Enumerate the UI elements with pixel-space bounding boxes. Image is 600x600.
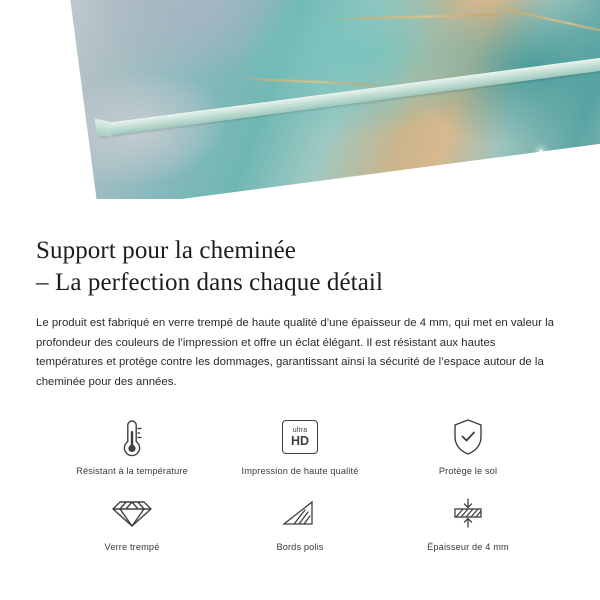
- feature-temperature-resistant: [48, 414, 216, 476]
- headline-line-2: – La perfection dans chaque détail: [36, 268, 383, 296]
- feature-tempered-glass: [48, 490, 216, 552]
- feature-polished-edges: [216, 490, 384, 552]
- sparkle-icon: [524, 150, 558, 184]
- thickness-icon: [447, 490, 489, 536]
- hero-bottom-mask: [0, 199, 600, 215]
- glass-corner: [95, 119, 112, 138]
- shield-check-icon: [450, 414, 486, 460]
- feature-floor-protection: [384, 414, 552, 476]
- hero-product-image: [0, 0, 600, 215]
- gold-vein: [326, 13, 526, 20]
- gold-vein: [480, 3, 600, 44]
- feature-label: Résistant à la température: [76, 466, 188, 477]
- feature-grid: [36, 414, 564, 552]
- badge-bottom-text: HD: [290, 434, 310, 449]
- sparkle-icon: [566, 170, 584, 188]
- ultra-hd-icon: [282, 414, 318, 460]
- feature-label: Protège le sol: [438, 466, 498, 477]
- feature-label: Verre trempé: [104, 542, 160, 553]
- page-title: [36, 235, 564, 298]
- badge-top-text: ultra: [292, 427, 308, 435]
- hero-image-inner: [0, 0, 600, 215]
- thermometer-icon: [117, 414, 147, 460]
- body-paragraph: Le produit est fabriqué en verre trempé de haute qualité d’une épaisseur de 4 mm, qui met en valeur la profondeur des couleurs de l’impression et offre un éclat élégant. Il est résistant aux hautes températures et protège contre les dommages, garantissant ainsi la sécurité de l’espace autour de la cheminée pour des années.: [36, 317, 554, 388]
- headline-line-1: Support pour la cheminée: [36, 237, 296, 264]
- feature-high-quality-print: [216, 414, 384, 476]
- ultra-hd-badge: [282, 420, 318, 454]
- feature-thickness: [384, 490, 552, 552]
- feature-label: Bords polis: [276, 542, 324, 553]
- diamond-icon: [111, 490, 153, 536]
- feature-label: Épaisseur de 4 mm: [427, 542, 509, 553]
- feature-label: Impression de haute qualité: [241, 466, 359, 477]
- gold-vein: [233, 77, 393, 86]
- content-block: [0, 215, 600, 552]
- polished-edges-icon: [280, 490, 320, 536]
